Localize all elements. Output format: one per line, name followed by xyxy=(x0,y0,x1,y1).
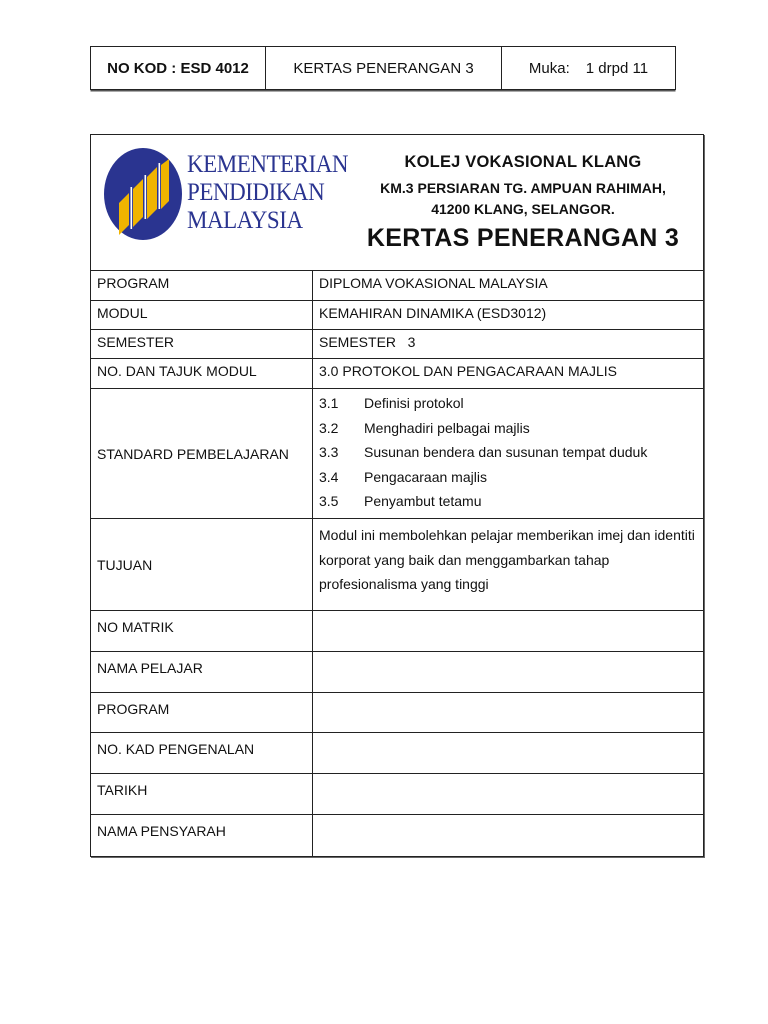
row-value: SEMESTER 3 xyxy=(319,334,416,350)
row-modul xyxy=(91,301,703,330)
row-label: MODUL xyxy=(91,301,313,329)
lecturer-name-field[interactable] xyxy=(313,815,703,856)
row-label: PROGRAM xyxy=(91,271,313,300)
document-code-bar xyxy=(90,46,676,90)
list-item: 3.3 Susunan bendera dan susunan tempat duduk xyxy=(319,444,648,460)
row-module-title xyxy=(91,359,703,389)
row-student-program xyxy=(91,693,703,734)
row-value: DIPLOMA VOKASIONAL MALAYSIA xyxy=(319,275,548,291)
matric-number-field[interactable] xyxy=(313,611,703,651)
list-item: 3.4 Pengacaraan majlis xyxy=(319,468,487,485)
sheet-header xyxy=(91,135,703,271)
learning-standards-list xyxy=(313,389,703,518)
wordmark-line-3: MALAYSIA xyxy=(187,207,303,234)
row-label: PROGRAM xyxy=(91,693,313,733)
list-item: 3.2 Menghadiri pelbagai majlis xyxy=(319,419,530,436)
date-field[interactable] xyxy=(313,774,703,814)
institution-address-line-1: KM.3 PERSIARAN TG. AMPUAN RAHIMAH, xyxy=(380,180,666,196)
list-item: 3.1 Definisi protokol xyxy=(319,395,464,411)
row-lecturer-name xyxy=(91,815,703,856)
institution-name: KOLEJ VOKASIONAL KLANG xyxy=(404,153,642,171)
document-type: KERTAS PENERANGAN 3 xyxy=(266,47,502,89)
row-matric-number xyxy=(91,611,703,652)
row-semester xyxy=(91,330,703,359)
row-label: NAMA PENSYARAH xyxy=(91,815,313,856)
student-name-field[interactable] xyxy=(313,652,703,692)
row-label: TUJUAN xyxy=(91,519,313,610)
info-sheet-table xyxy=(90,134,704,857)
row-label: NO. KAD PENGENALAN xyxy=(91,733,313,773)
ministry-logo xyxy=(103,147,349,247)
module-code: NO KOD : ESD 4012 xyxy=(91,47,266,89)
page-label: Muka: xyxy=(528,59,570,77)
row-program xyxy=(91,271,703,301)
row-label: NAMA PELAJAR xyxy=(91,652,313,692)
row-value: 3.0 PROTOKOL DAN PENGACARAAN MAJLIS xyxy=(319,363,617,379)
page-value: 1 drpd 11 xyxy=(585,59,649,77)
row-ic-number xyxy=(91,733,703,774)
document-title: KERTAS PENERANGAN 3 xyxy=(366,224,680,252)
institution-block xyxy=(353,153,693,253)
row-label: SEMESTER xyxy=(91,330,313,358)
wordmark-line-1: KEMENTERIAN xyxy=(187,151,349,178)
ministry-emblem-icon xyxy=(103,147,183,241)
ministry-wordmark xyxy=(187,151,362,235)
row-label: NO. DAN TAJUK MODUL xyxy=(91,359,313,388)
page-indicator xyxy=(502,47,675,89)
list-item: 3.5 Penyambut tetamu xyxy=(319,493,482,509)
row-label: TARIKH xyxy=(91,774,313,814)
row-label: STANDARD PEMBELAJARAN xyxy=(91,389,313,518)
row-student-name xyxy=(91,652,703,693)
ic-number-field[interactable] xyxy=(313,733,703,773)
row-date xyxy=(91,774,703,815)
student-program-field[interactable] xyxy=(313,693,703,733)
row-value: Modul ini membolehkan pelajar memberikan imej dan identiti korporat yang baik dan menggambarkan tahap profesionalisma yang tinggi xyxy=(319,527,695,592)
row-objective xyxy=(91,519,703,611)
institution-address-line-2: 41200 KLANG, SELANGOR. xyxy=(431,201,615,217)
row-label: NO MATRIK xyxy=(91,611,313,651)
wordmark-line-2: PENDIDIKAN xyxy=(187,179,325,206)
row-learning-standards xyxy=(91,389,703,519)
row-value: KEMAHIRAN DINAMIKA (ESD3012) xyxy=(319,305,547,321)
